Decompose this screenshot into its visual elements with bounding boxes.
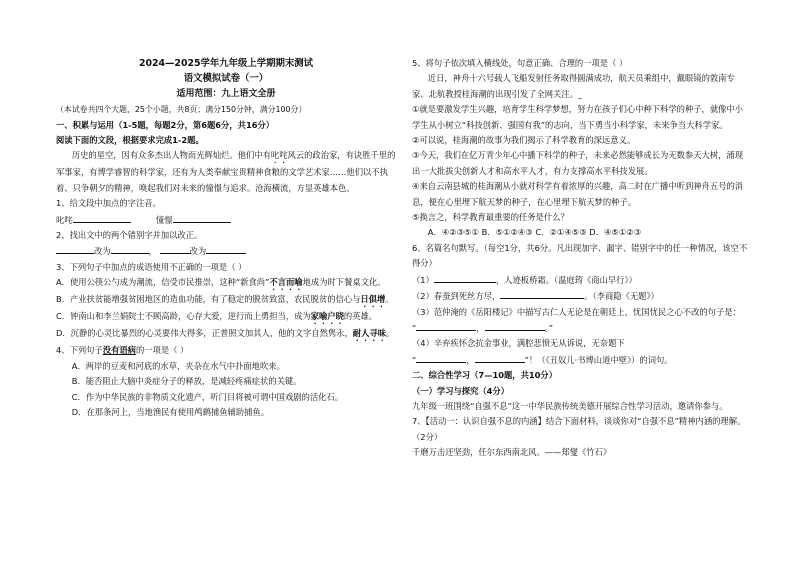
question-4-option-a: A．两岸的豆麦和河底的水草，夹杂在水气中扑面地吹来。: [71, 360, 285, 371]
question-6-item-4: （4）辛弃疾怀念抗金事业，满腔悲愤无从诉说，无奈题下: [412, 338, 625, 349]
exam-subtitle: 语文模拟试卷（一）: [183, 73, 269, 85]
section-2-subheading: （一）学习与探究（4分）: [412, 385, 510, 396]
recite-blank-1[interactable]: [434, 272, 496, 283]
right-column: [412, 56, 750, 461]
recite-blank-6[interactable]: [475, 352, 525, 363]
question-4-option-d: D．在那条河上，当地渔民有使用鸬鹚捕鱼辅助捕鱼。: [71, 406, 269, 417]
question-3-option-a: A．使用公筷公勺成为潮流，信受市民推崇，这种“新食尚”不言而喻地成为时下餐桌文化。: [56, 277, 386, 288]
question-6-item-1: （1） ，人迹板桥霜。（温庭筠《商山早行》）: [412, 272, 750, 288]
question-6: 6、名篇名句默写。（每空1分，共6分。凡出现加字、漏字、错别字中的任一种情况，该空不得分）: [412, 242, 748, 269]
question-6-item-3-answers: “ ， 。”: [412, 320, 750, 336]
dotted-word: 叱咤: [270, 150, 288, 161]
fix-blank-1[interactable]: [111, 243, 149, 254]
quote-poem: 千磨万击还坚劲，任尔东西南北风。——郑燮《竹石》: [412, 447, 612, 458]
question-1: 1、给文段中加点的字注音。: [56, 198, 161, 209]
question-5-sentence-2: ②可以说，桂海潮的故事为我们揭示了科学教育的深远意义。: [412, 135, 636, 146]
exam-scope: 适用范围：九上语文全册: [176, 88, 276, 99]
fix-blank-2[interactable]: [206, 243, 246, 254]
question-2-answers: 改为 ， 改为: [56, 243, 396, 259]
question-4: 4、下列句子没有语病的一项是（ ）: [56, 345, 189, 356]
question-5-sentence-5: ⑤换言之，科学教育最重要的任务是什么？: [412, 212, 569, 223]
question-5-sentence-1: ①就是要激发学生兴趣，培育学生科学梦想，努力在孩子们心中种下科学的种子，就像中小学生从小树立“科技创新、强国有我”的志向，当下勇当小科学家，未来争当大科学家。: [412, 104, 744, 130]
pinyin-blank-2[interactable]: [173, 212, 231, 223]
section-1-heading: 一、积累与运用（1-5题，每题2分，第6题6分，共16分）: [56, 119, 275, 130]
question-4-option-c: C．作为中华民族的非物质文化遗产，听门目将被可谓中国戏剧的活化石。: [71, 391, 344, 402]
question-7: 7、【活动一：认识自强不息的内涵】结合下面材料，谈谈你对“自强不息”精神内涵的理解。（2分）: [412, 416, 746, 442]
passage: 历史的星空，因有众多杰出人物而光辉灿烂。他们中有叱咤风云的政治家，有诀胜千里的军事家，有博学睿智的科学家，还有为人类奉献宝贵精神食粮的文学艺术家……他们以不执着、只争朝夕的精神，唤起我们对未来的憧憬与追求。沧海横流，方显英雄本色。: [56, 150, 396, 193]
left-column: [56, 56, 396, 420]
recite-blank-2[interactable]: [500, 288, 584, 299]
question-3-option-c: C．钟南山和李兰娟院士不顾高龄，心存大爱，逆行而上勇担当，成为家喻户晓的英雄。: [56, 311, 378, 322]
passage-intro: 阅读下面的文段，根据要求完成1-2题。: [56, 135, 204, 146]
recite-blank-5[interactable]: [416, 352, 466, 363]
question-5-sentence-4: ④来自云南县城的桂海潮从小就对科学有着浓厚的兴趣，高二时在广播中听到神舟五号的消息，便在心里埋下航天梦的种子，在心里埋下航天梦的种子。: [412, 181, 744, 207]
recite-blank-3[interactable]: [416, 320, 476, 331]
exam-title: 2024—2025学年九年级上学期期末测试: [138, 58, 314, 69]
question-2: 2、找出文中的两个错别字并加以改正。: [56, 230, 203, 241]
question-6-item-3: （3）范仲淹的《岳阳楼记》中描写古仁人无论是在朝廷上，忧国忧民之心不改的句子是：: [412, 306, 741, 317]
question-5: 5、将句子依次填入横线处，句意正确、合理的一项是（ ）: [412, 58, 628, 68]
question-4-option-b: B．能否阻止大脑中炎症分子的释放，是减轻疼痛症状的关键。: [71, 376, 302, 387]
typo-blank-1[interactable]: [56, 243, 94, 254]
section-2-intro: 九年级一班围绕“自强不息”这一中华民族传统美德开展综合性学习活动，邀请你参与。: [412, 400, 728, 411]
question-5-passage: 近日，神舟十六号载人飞船发射任务取得圆满成功，航天员乘组中，戴眼镜的敦南专家、北航教授桂海潮的出现引发了全网关注。_: [412, 73, 735, 99]
question-5-sentence-3: ③今天，我们在亿万青少年心中播下科学的种子，未来必然能够成长为无数参天大树，涌现出一大批拔尖创新人才和高水平人才，有力支撑高水平科技发展。: [412, 150, 744, 176]
question-3-option-d: D．沉静的心灵比暴烈的心灵要伟大得多，正普照文加其人，他的文字自然隽永，耐人寻味。: [56, 328, 395, 339]
question-6-item-4-answers: “ ， ”！（《丑奴儿·书博山道中壁》）的词句。: [412, 352, 750, 368]
exam-note: （本试卷共四个大题，25个小题，共8页；满分150分钟，满分100分）: [56, 105, 307, 115]
question-5-options: A．④②③⑤① B．⑤①②④③ C．②①④⑤③ D．④⑤①②③: [427, 227, 642, 238]
question-1-answers: 叱咤 憧憬: [56, 212, 396, 228]
question-6-item-2: （2）春蚕到死丝方尽， 。（李商隐《无题》）: [412, 288, 750, 304]
recite-blank-4[interactable]: [485, 320, 545, 331]
question-3: 3、下列句子中加点的成语使用不正确的一项是（ ）: [56, 261, 247, 272]
section-2-heading: 二、综合性学习（7—10题，共10分）: [412, 370, 558, 381]
question-3-option-b: B．产业扶贫能增强贫困地区的造血功能，有了稳定的脱贫致富，农民脱贫的信心与日俱增。: [56, 294, 394, 305]
pinyin-blank-1[interactable]: [73, 212, 131, 223]
typo-blank-2[interactable]: [160, 243, 190, 254]
